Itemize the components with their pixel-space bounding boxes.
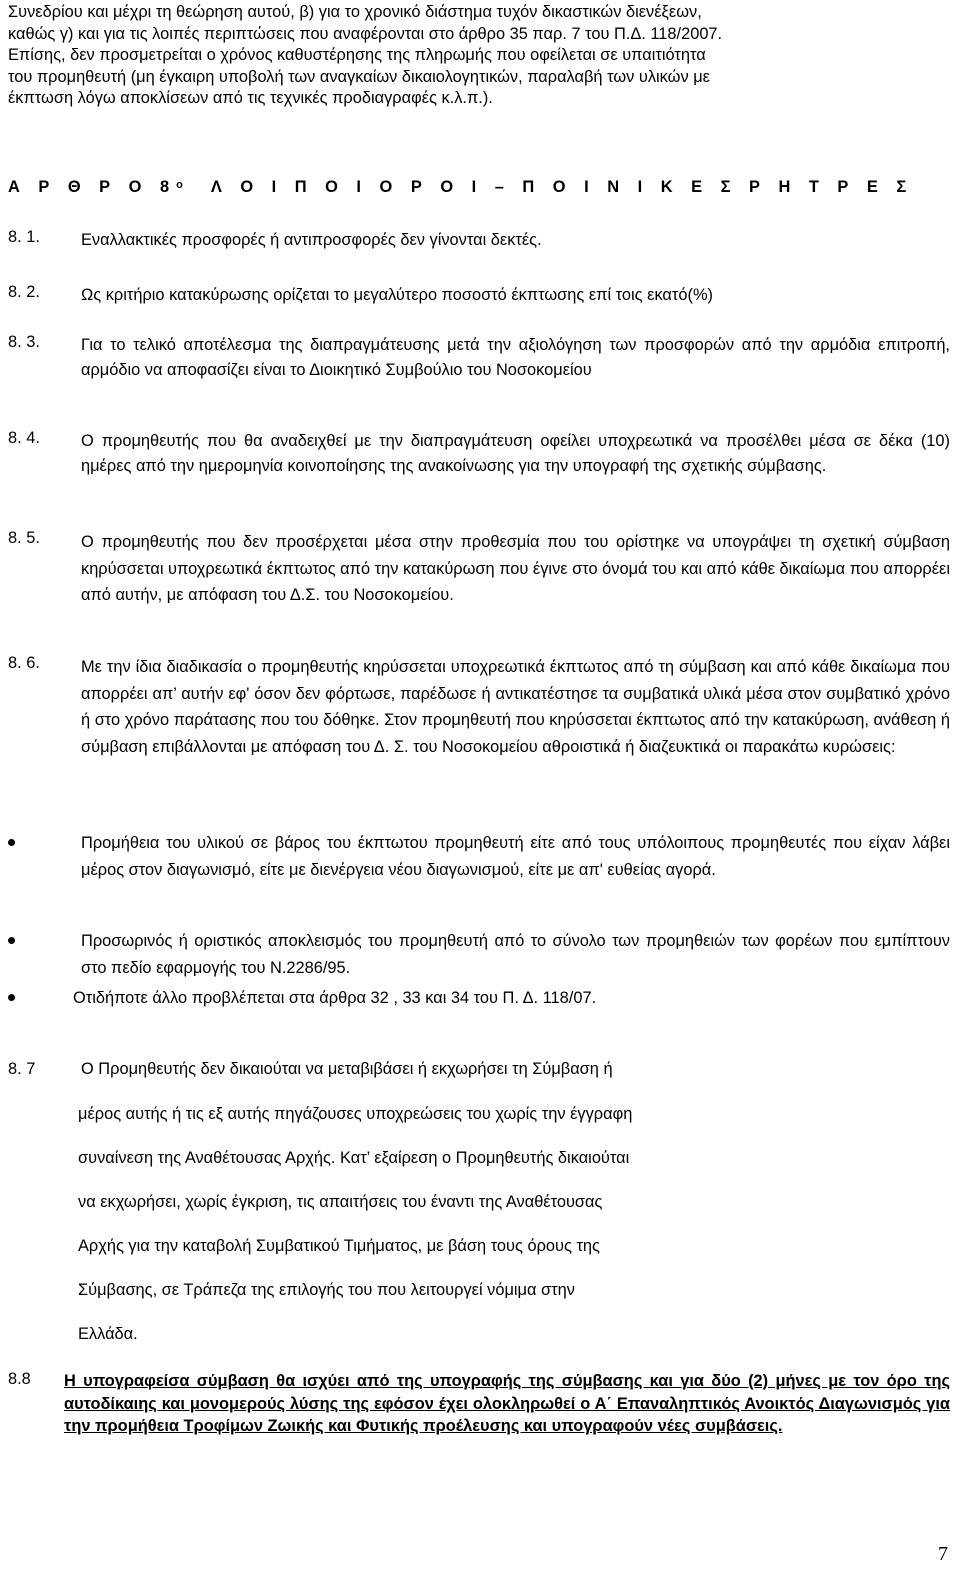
- clause-text: Η υπογραφείσα σύμβαση θα ισχύει από της υπογραφής της σύμβασης και για δύο (2) μήνες με τον όρο της αυτοδίκαιης και μονομερούς λύσης της εφόσον έχει ολοκληρωθεί ο Α΄ Επαναληπτικός Ανοικτός Διαγωνισμός για την προμήθεια Τροφίμων Ζωικής και Φυτικής προέλευσης και υπογραφούν νέες συμβάσεις.: [64, 1372, 950, 1435]
- article-heading: [8, 178, 913, 197]
- clause-8-3: [8, 333, 950, 383]
- page-number: 7: [938, 1543, 948, 1565]
- clause-text: Ως κριτήριο κατακύρωσης ορίζεται το μεγαλύτερο ποσοστό έκπτωσης επί τοις εκατό(%): [81, 286, 713, 304]
- list-item-text: Οτιδήποτε άλλο προβλέπεται στα άρθρα 32 , 33 και 34 του Π. Δ. 118/07.: [73, 989, 597, 1007]
- clause-number: 8. 4.: [8, 429, 40, 447]
- clause-line: Ελλάδα.: [78, 1325, 138, 1343]
- intro-paragraph: [8, 2, 948, 110]
- clause-line: Αρχής για την καταβολή Συμβατικού Τιμήματος, με βάση τους όρους της: [78, 1237, 600, 1255]
- clause-number: 8.8: [8, 1370, 31, 1388]
- clause-8-8: [8, 1370, 950, 1438]
- clause-number: 8. 5.: [8, 529, 40, 547]
- clause-8-6: [8, 654, 950, 760]
- clause-number: 8. 2.: [8, 283, 40, 301]
- clause-8-2: [8, 283, 950, 308]
- clause-line: μέρος αυτής ή τις εξ αυτής πηγάζουσες υποχρεώσεις του χωρίς την έγγραφη: [78, 1105, 633, 1123]
- clause-line: συναίνεση της Αναθέτουσας Αρχής. Κατ’ εξαίρεση ο Προμηθευτής δικαιούται: [78, 1149, 630, 1167]
- clause-line: να εκχωρήσει, χωρίς έγκριση, τις απαιτήσεις του έναντι της Αναθέτουσας: [78, 1193, 603, 1211]
- clause-8-1: [8, 228, 950, 253]
- clause-text: Εναλλακτικές προσφορές ή αντιπροσφορές δεν γίνονται δεκτές.: [81, 231, 542, 249]
- clause-text: Ο προμηθευτής που δεν προσέρχεται μέσα στην προθεσμία που του ορίστηκε να υπογράψει τη σχετική σύμβαση κηρύσσεται υποχρεωτικά έκπτωτος από την κατακύρωση που έγινε στο όνομά του και από κάθε δικαίωμα που απορρέει από αυτήν, με απόφαση του Δ.Σ. του Νοσοκομείου.: [81, 533, 950, 604]
- article-number-superscript: ο: [176, 179, 183, 191]
- bullet-icon: [8, 994, 15, 1001]
- intro-line: του προμηθευτή (μη έγκαιρη υποβολή των αναγκαίων δικαιολογητικών, παραλαβή των υλικών με: [8, 67, 710, 86]
- clause-number: 8. 1.: [8, 228, 40, 246]
- clause-8-4: [8, 429, 950, 479]
- article-number: Α Ρ Θ Ρ Ο 8: [8, 178, 177, 196]
- clause-text: Ο προμηθευτής που θα αναδειχθεί με την διαπραγμάτευση οφείλει υποχρεωτικά να προσέλθει μέσα σε δέκα (10) ημέρες από την ημερομηνία κοινοποίησης της ανακοίνωσης για την υπογραφή της σχετικής σύμβασης.: [81, 432, 950, 475]
- intro-line: Επίσης, δεν προσμετρείται ο χρόνος καθυστέρησης της πληρωμής που οφείλεται σε υπαιτιότητα: [8, 46, 706, 64]
- list-item: [8, 985, 950, 1012]
- intro-line: έκπτωση λόγω αποκλίσεων από τις τεχνικές προδιαγραφές κ.λ.π.).: [8, 89, 493, 107]
- list-item-text: Προσωρινός ή οριστικός αποκλεισμός του προμηθευτή από το σύνολο των προμηθειών των φορέων που εμπίπτουν στο πεδίο εφαρμογής του Ν.2286/95.: [81, 932, 950, 977]
- clause-8-5: [8, 529, 950, 609]
- clause-number: 8. 3.: [8, 333, 40, 351]
- clause-number: 8. 6.: [8, 654, 40, 672]
- clause-line: Σύμβασης, σε Τράπεζα της επιλογής του που λειτουργεί νόμιμα στην: [78, 1281, 575, 1299]
- intro-line: Συνεδρίου και μέχρι τη θεώρηση αυτού, β) για το χρονικό διάστημα τυχόν δικαστικών διενέξεων,: [8, 3, 702, 21]
- bullet-icon: [8, 839, 15, 846]
- list-item-text: Προμήθεια του υλικού σε βάρος του έκπτωτου προμηθευτή είτε από τους υπόλοιπους προμηθευτές που είχαν λάβει μέρος στον διαγωνισμό, είτε με διενέργεια νέου διαγωνισμού, είτε με απ' ευθείας αγορά.: [81, 834, 950, 879]
- bullet-icon: [8, 937, 15, 944]
- article-title: Λ Ο Ι Π Ο Ι Ο Ρ Ο Ι – Π Ο Ι Ν Ι Κ Ε Σ Ρ Η Τ Ρ Ε Σ: [210, 178, 914, 196]
- clause-text: Με την ίδια διαδικασία ο προμηθευτής κηρύσσεται υποχρεωτικά έκπτωτος από τη σύμβαση και από κάθε δικαίωμα που απορρέει απ’ αυτήν εφ' όσον δεν φόρτωσε, παρέδωσε ή αντικατέστησε τα συμβατικά υλικά μέσα στον συμβατικό χρόνο ή στο χρόνο παράτασης που του δόθηκε. Στον προμηθευτή που κηρύσσεται έκπτωτος από την κατακύρωση, ανάθεση ή σύμβαση επιβάλλονται με απόφαση του Δ. Σ. του Νοσοκομείου αθροιστικά ή διαζευκτικά οι παρακάτω κυρώσεις:: [81, 658, 950, 756]
- list-item: [8, 830, 950, 883]
- clause-number: 8. 7: [8, 1060, 36, 1078]
- clause-line: Ο Προμηθευτής δεν δικαιούται να μεταβιβάσει ή εκχωρήσει τη Σύμβαση ή: [81, 1060, 613, 1078]
- clause-text: Για το τελικό αποτέλεσμα της διαπραγμάτευσης μετά την αξιολόγηση των προσφορών από την αρμόδια επιτροπή, αρμόδιο να αποφασίζει είναι το Διοικητικό Συμβούλιο του Νοσοκομείου: [81, 336, 950, 379]
- list-item: [8, 928, 950, 981]
- intro-line: καθώς γ) και για τις λοιπές περιπτώσεις που αναφέρονται στο άρθρο 35 παρ. 7 του Π.Δ. 118/2007.: [8, 24, 723, 43]
